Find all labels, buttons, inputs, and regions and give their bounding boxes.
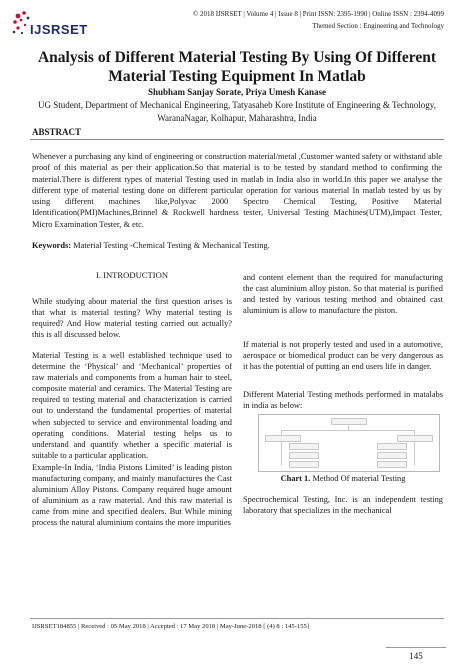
chart-node xyxy=(289,452,319,459)
testing-methods-chart xyxy=(258,414,440,472)
footer-citation: IJSRSET184855 | Received : 05 May 2018 | Accepted : 17 May 2018 | May-June-2018 [ (4) 8 : 145-155] xyxy=(32,623,310,630)
paragraph: and content element than the required for manufacturing the cast aluminium alloy piston. So that material is purified and tested by various testing method and obtained cast aluminium is allow to manufacture the piston. xyxy=(243,273,443,316)
chart-node xyxy=(265,435,301,442)
paragraph: While studying about material the first question arises is that what is material testing? Why material testing is required? And How material testing carried out actually? this is all discussed below. xyxy=(32,297,232,340)
paper-title xyxy=(10,48,464,86)
authors: Shubham Sanjay Sorate, Priya Umesh Kanase xyxy=(147,87,327,97)
chart-node xyxy=(331,418,367,425)
divider xyxy=(30,139,444,140)
chart-connector xyxy=(414,442,415,465)
paragraph: Example-In India, ‘India Pistons Limited’ is leading piston manufacturing company, and mainly manufactures the Cast aluminium Alloy Pistons. Company required huge amount of aluminium as a raw material. And this raw material is came from mine and specified dealers. But While mining process the natural aluminium contains the more impurities xyxy=(32,463,232,528)
paragraph: Material Testing is a well established technique used to determine the ‘Physical’ and ‘Mechanical’ properties of raw materials and components from a human hair to steel, composite material and ceramics. The Material Testing are required to testing material and characterization is carried out to understand the fundamental properties of material when subjected to service and environmental loading and operating conditions. Material testing helps us to understand and quantify whether a specific material is suitable to a particular application. xyxy=(32,351,232,460)
chart-node xyxy=(377,452,407,459)
right-column-paragraph xyxy=(243,272,443,316)
affiliation xyxy=(30,99,444,124)
paper-title-line: Material Testing Equipment In Matlab xyxy=(108,68,366,85)
paragraph: If material is not properly tested and used in a automotive, aerospace or biomedical product can be very dangerous as it has the potential of putting an end users life in danger. xyxy=(243,340,443,372)
paragraph: Different Material Testing methods performed in matalabs in india as below: xyxy=(243,390,443,411)
right-column-paragraph xyxy=(243,339,443,372)
paragraph: Spectrochemical Testing, Inc. is an independent testing laboratory that specializes in the mechanical xyxy=(243,495,443,516)
themed-section: Themed Section : Engineering and Technology xyxy=(312,22,444,30)
left-column-paragraph xyxy=(32,462,232,529)
chart-node xyxy=(289,443,319,450)
logo-text: IJSRSET xyxy=(30,22,88,37)
chart-caption-label: Chart 1. xyxy=(280,474,311,483)
keywords-label: Keywords: xyxy=(32,241,72,250)
paper-title-line: Analysis of Different Material Testing By Using Of Different xyxy=(37,49,437,66)
left-column-paragraph xyxy=(32,350,232,461)
section-heading: I. INTRODUCTION xyxy=(95,270,169,280)
chart-node xyxy=(377,461,407,468)
right-column-paragraph xyxy=(243,494,443,516)
chart-node xyxy=(397,435,433,442)
abstract-heading: ABSTRACT xyxy=(32,127,82,137)
right-column-paragraph xyxy=(243,389,443,411)
chart-node xyxy=(377,443,407,450)
abstract-text: Whenever a purchasing any kind of engineering or construction material/metal ,Customer wanted safety or withstand able proof of this material as per their application.So that material is to be tested by standard method to confirming the material.There is different types of material Testing used in matlab in India also in world.In this paper we analyse the different type of material testing done on different particular operation for various material In matlab tested by us by using different machines like,Polyvac 2000 Spectro Chemical Testing, Positive Material Identification(PMI)Machines,Brinnel & Rockwell hardness tester, Universal Testing Machines(UTM),Impact Tester, Micro Examination Tester, & etc. xyxy=(32,152,442,229)
chart-caption-text: Method Of material Testing xyxy=(310,474,406,483)
journal-issue-info: © 2018 IJSRSET | Volume 4 | Issue 8 | Print ISSN: 2395-1990 | Online ISSN : 2394-4099 xyxy=(192,10,444,18)
keywords xyxy=(32,241,442,250)
chart-caption xyxy=(243,474,443,483)
keywords-text: Material Testing -Chemical Testing & Mechanical Testing. xyxy=(71,241,270,250)
journal-logo xyxy=(10,8,88,46)
chart-connector xyxy=(281,430,415,431)
footer-divider xyxy=(30,618,444,619)
affiliation-line: UG Student, Department of Mechanical Engineering, Tatyasaheb Kore Institute of Engineering & Technology, xyxy=(38,100,436,110)
page-number: 145 xyxy=(386,647,446,664)
chart-connector xyxy=(281,442,282,465)
left-column-paragraph xyxy=(32,296,232,340)
affiliation-line: WaranaNagar, Kolhapur, Maharashtra, India xyxy=(157,112,317,123)
chart-node xyxy=(289,461,319,468)
